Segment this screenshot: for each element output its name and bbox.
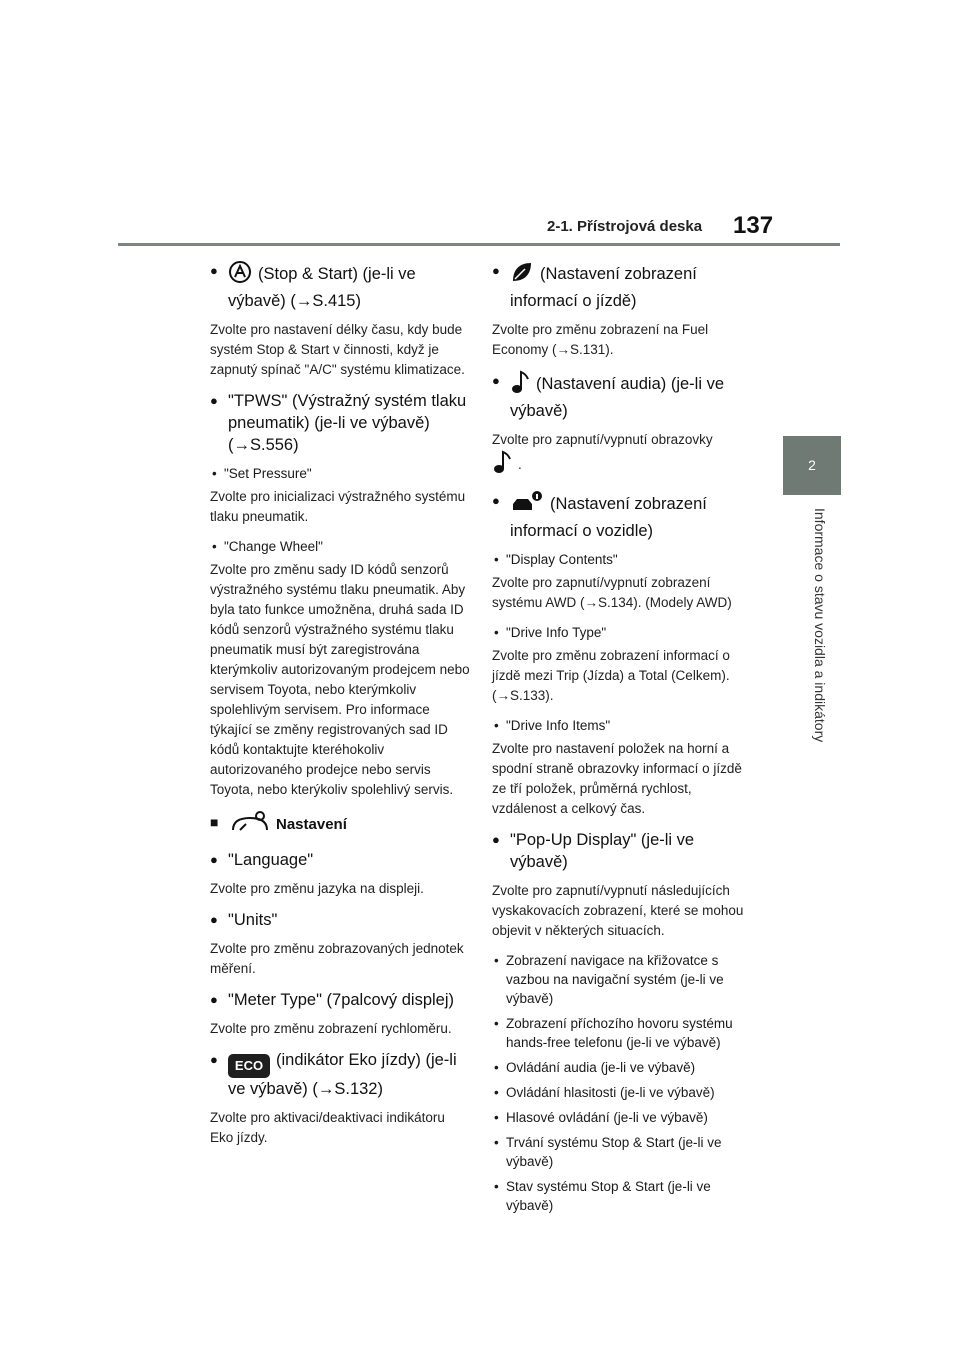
drive-info-type-label: • "Drive Info Type" bbox=[492, 623, 752, 642]
eco-icon: ECO bbox=[228, 1054, 270, 1078]
tpws-heading: ● "TPWS" (Výstražný systém tlaku pneumatik) (je-li ve výbavě) (→S.556) bbox=[210, 390, 470, 456]
popup-display-text: Zvolte pro zapnutí/vypnutí následujících vyskakovacích zobrazení, které se mohou objevit v některých situacích. bbox=[492, 883, 744, 938]
list-item: • Hlasové ovládání (je-li ve výbavě) bbox=[492, 1108, 752, 1127]
settings-section: ■ Nastavení bbox=[210, 810, 470, 841]
eco-item: ● ECO (indikátor Eko jízdy) (je-li ve výbavě) (→S.132) bbox=[210, 1049, 470, 1100]
stop-start-icon bbox=[228, 260, 252, 290]
driving-info-text: Zvolte pro změnu zobrazení na Fuel Economy (→S.131). bbox=[492, 322, 709, 357]
music-note-icon bbox=[510, 370, 530, 400]
right-column bbox=[492, 254, 752, 1221]
vehicle-info-item: ● (Nastavení zobrazení informací o vozidle) bbox=[492, 490, 752, 542]
audio-text: Zvolte pro zapnutí/vypnutí obrazovky . bbox=[492, 430, 752, 480]
popup-display-heading: ● "Pop-Up Display" (je-li ve výbavě) bbox=[492, 829, 752, 873]
car-info-icon bbox=[510, 490, 544, 520]
header-rule bbox=[118, 243, 840, 246]
left-column bbox=[210, 254, 470, 1158]
change-wheel-text: Zvolte pro změnu sady ID kódů senzorů výstražného systému tlaku pneumatik. Aby byla tato funkce umožněna, druhá sada ID kódů senzorů výstražného systému tlaku pneumatik musí být zaregistrována kterýmkoliv autorizovaným prodejcem nebo servisem Toyota, nebo kterýmkoliv spolehlivým servisem. Pro informace týkající se změny registrovaných sad ID kódů kontaktujte kteréhokoliv autorizovaného prodejce nebo servis Toyota, nebo kterýkoliv spolehlivý servis. bbox=[210, 562, 470, 797]
list-item: • Zobrazení příchozího hovoru systému hands-free telefonu (je-li ve výbavě) bbox=[492, 1014, 752, 1052]
units-heading: ● "Units" bbox=[210, 909, 470, 931]
display-contents-text: Zvolte pro zapnutí/vypnutí zobrazení systému AWD (→S.134). (Modely AWD) bbox=[492, 575, 732, 610]
language-heading: ● "Language" bbox=[210, 849, 470, 871]
units-text: Zvolte pro změnu zobrazovaných jednotek měření. bbox=[210, 941, 464, 976]
drive-info-items-text: Zvolte pro nastavení položek na horní a spodní straně obrazovky informací o jízdě ze tří položek, průměrná rychlost, vzdálenost a celkový čas. bbox=[492, 741, 742, 816]
meter-type-heading: ● "Meter Type" (7palcový displej) bbox=[210, 989, 470, 1011]
change-wheel-label: • "Change Wheel" bbox=[210, 537, 470, 556]
page-number: 137 bbox=[733, 212, 774, 239]
leaf-icon bbox=[510, 260, 534, 290]
list-item: • Ovládání hlasitosti (je-li ve výbavě) bbox=[492, 1083, 752, 1102]
music-note-icon bbox=[492, 450, 512, 480]
list-item: • Trvání systému Stop & Start (je-li ve výbavě) bbox=[492, 1133, 752, 1171]
set-pressure-label: • "Set Pressure" bbox=[210, 464, 470, 483]
drive-info-items-label: • "Drive Info Items" bbox=[492, 716, 752, 735]
chapter-tab: 2 bbox=[783, 436, 841, 495]
header-title: 2-1. Přístrojová deska bbox=[547, 218, 703, 235]
driving-info-item: ● (Nastavení zobrazení informací o jízdě) bbox=[492, 260, 752, 312]
stop-start-text: Zvolte pro nastavení délky času, kdy bude systém Stop & Start v činnosti, když je zapnutý spínač "A/C" systému klimatizace. bbox=[210, 322, 465, 377]
display-contents-label: • "Display Contents" bbox=[492, 550, 752, 569]
eco-text: Zvolte pro aktivaci/deaktivaci indikátoru Eko jízdy. bbox=[210, 1110, 445, 1145]
list-item: • Zobrazení navigace na křižovatce s vazbou na navigační systém (je-li ve výbavě) bbox=[492, 951, 752, 1008]
settings-gauge-icon bbox=[230, 810, 270, 841]
set-pressure-text: Zvolte pro inicializaci výstražného systému tlaku pneumatik. bbox=[210, 489, 466, 524]
language-text: Zvolte pro změnu jazyka na displeji. bbox=[210, 881, 424, 896]
drive-info-type-text: Zvolte pro změnu zobrazení informací o jízdě mezi Trip (Jízda) a Total (Celkem). (→S.133). bbox=[492, 648, 730, 703]
stop-start-item: ● (Stop & Start) (je-li ve výbavě) (→S.415) bbox=[210, 260, 470, 312]
audio-item: ● (Nastavení audia) (je-li ve výbavě) bbox=[492, 370, 752, 422]
chapter-side-title: Informace o stavu vozidla a indikátory bbox=[812, 508, 828, 743]
list-item: • Stav systému Stop & Start (je-li ve výbavě) bbox=[492, 1177, 752, 1215]
list-item: • Ovládání audia (je-li ve výbavě) bbox=[492, 1058, 752, 1077]
meter-type-text: Zvolte pro změnu zobrazení rychloměru. bbox=[210, 1021, 452, 1036]
